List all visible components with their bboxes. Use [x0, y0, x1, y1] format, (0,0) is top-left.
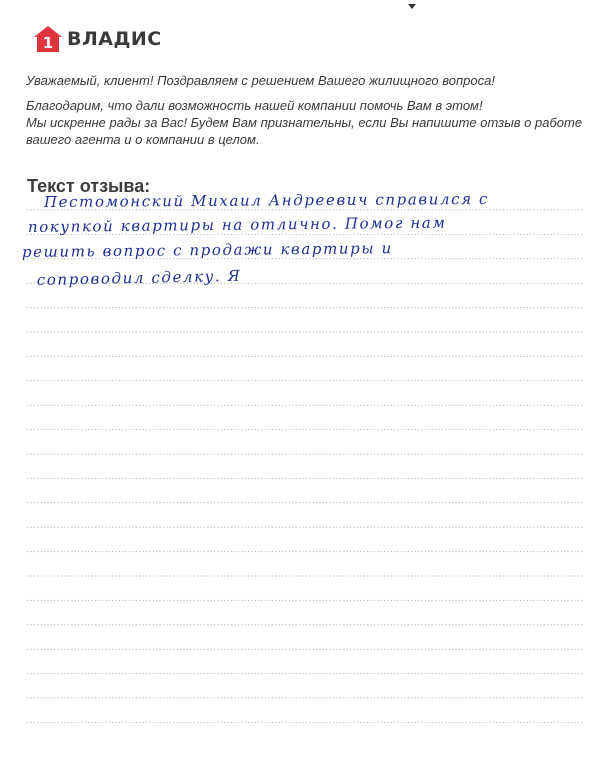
handwritten-line-1: Пестомонский Михаил Андреевич справился с	[43, 189, 490, 211]
greeting-text: Уважаемый, клиент! Поздравляем с решением Вашего жилищного вопроса!	[26, 73, 495, 88]
logo-digit: 1	[42, 34, 54, 52]
intro-line-2: Мы искренне рады за Вас! Будем Вам признательны, если Вы напишите отзыв о работе	[26, 115, 583, 130]
handwritten-line-4: сопроводил сделку. Я	[36, 266, 242, 289]
handwritten-line-3: решить вопрос с продажи квартиры и	[21, 239, 393, 261]
intro-line-1: Благодарим, что дали возможность нашей компании помочь Вам в этом!	[26, 98, 483, 113]
intro-line-3: вашего агента и о компании в целом.	[26, 132, 260, 147]
review-title: Текст отзыва:	[27, 176, 151, 196]
brand-name: ВЛАДИС	[67, 28, 162, 50]
handwritten-line-2: покупкой квартиры на отлично. Помог нам	[27, 213, 447, 236]
